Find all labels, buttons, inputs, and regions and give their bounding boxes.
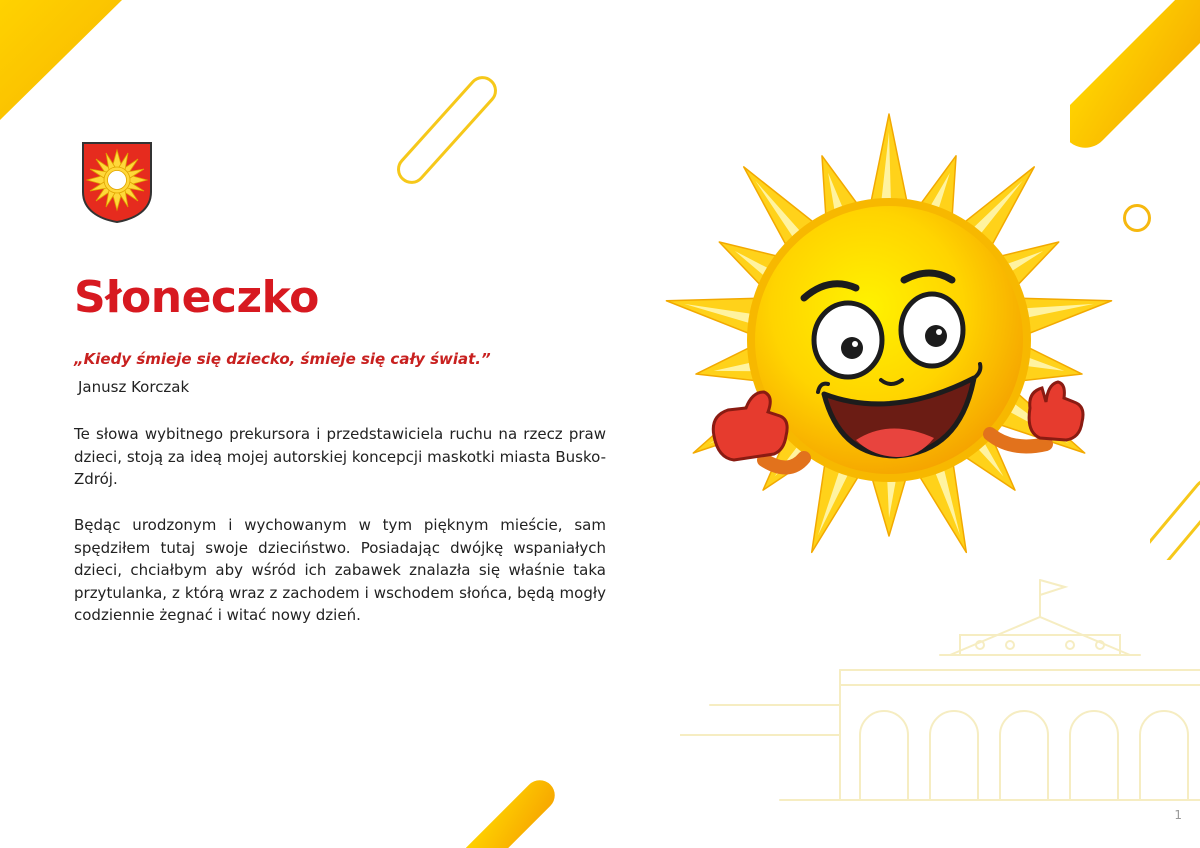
pill-decoration-bottom xyxy=(466,780,566,848)
sun-mascot-illustration xyxy=(634,108,1140,578)
coat-of-arms-icon xyxy=(80,140,154,224)
pill-outline-right-edge xyxy=(1150,470,1200,560)
corner-stripe-top-left xyxy=(0,0,125,125)
paragraph-story: Będąc urodzonym i wychowanym w tym pięknym mieście, sam spędziłem tutaj swoje dzieciństwo. Posiadając dwójkę wspaniałych dzieci, chciałbym aby wśród ich zabawek znalazła się właśnie taka przytulanka, z którą wraz z zachodem i wschodem słońca, będą mogły codziennie żegnać i witać nowy dzień. xyxy=(74,516,606,624)
pill-outline-decoration xyxy=(388,70,508,190)
page-title: Słoneczko xyxy=(74,272,319,323)
paragraph-intro: Te słowa wybitnego prekursora i przedstawiciela ruchu na rzecz praw dzieci, stoją za ideą mojej autorskiej koncepcji maskotki miasta Busko-Zdrój. xyxy=(74,425,606,488)
right-thumbs-up-hand xyxy=(1029,382,1083,440)
building-outline-illustration xyxy=(680,575,1200,805)
quote-text: „Kiedy śmieje się dziecko, śmieje się cały świat.” xyxy=(74,350,491,368)
quote-author: Janusz Korczak xyxy=(78,378,190,396)
page-number: 1 xyxy=(1174,808,1182,822)
